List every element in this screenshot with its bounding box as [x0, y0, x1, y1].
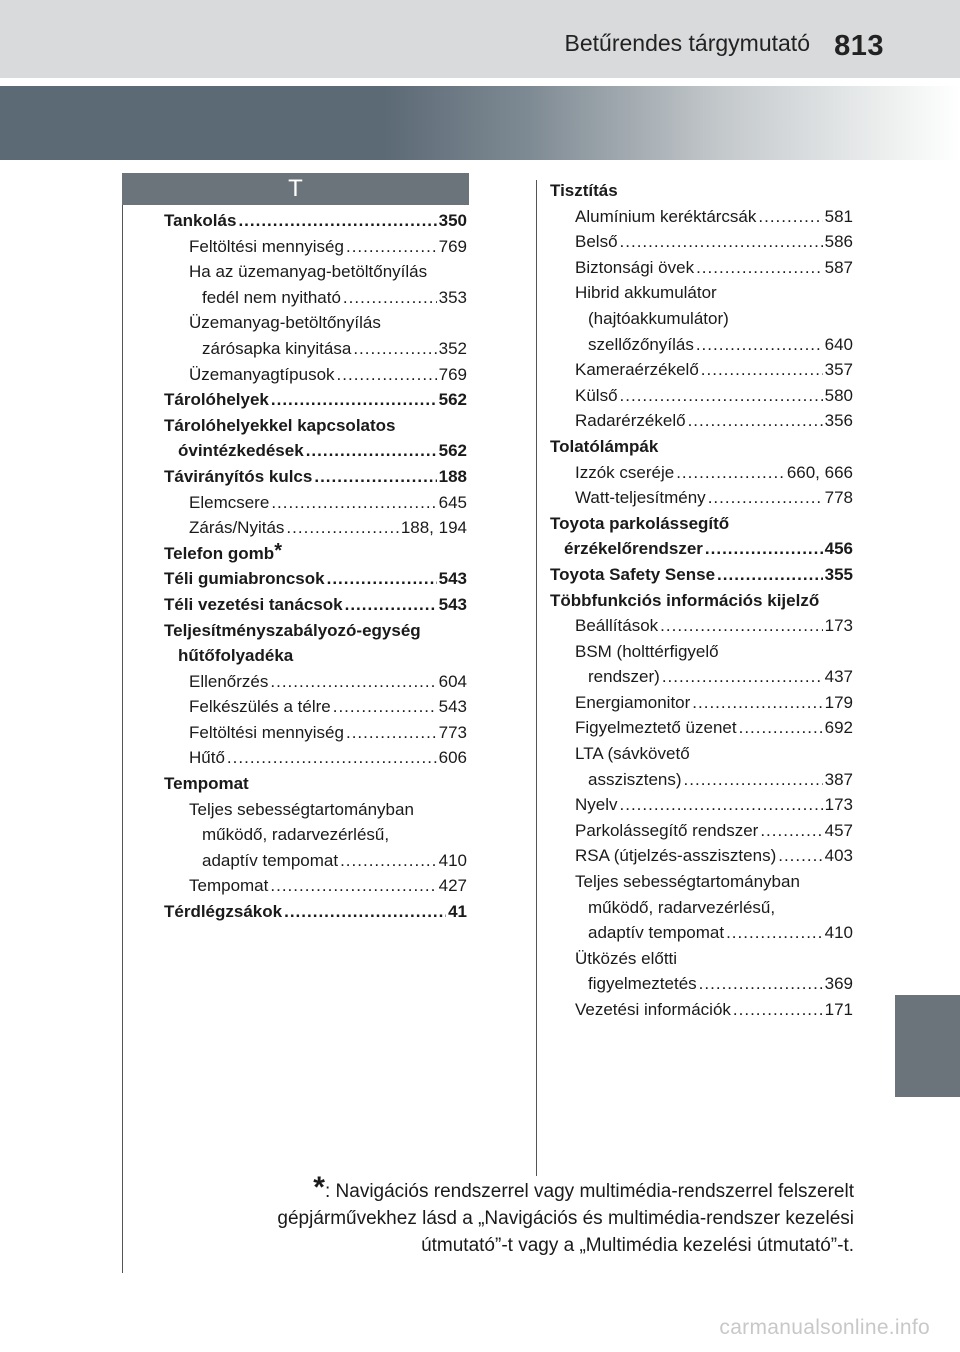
index-entry: [164, 490, 467, 516]
dot-leader: [705, 536, 823, 562]
entry-label: Toyota parkolássegítő: [550, 513, 730, 533]
entry-page: 562: [438, 390, 467, 410]
index-entry: [550, 690, 853, 716]
index-entry: [550, 280, 853, 306]
dot-leader: [778, 843, 822, 869]
entry-page: 778: [824, 488, 853, 508]
entry-page: 427: [438, 876, 467, 896]
index-entry: [164, 643, 467, 669]
entry-label: Nyelv: [575, 795, 618, 815]
dot-leader: [353, 336, 436, 362]
dot-leader: [346, 720, 437, 746]
entry-label: hűtőfolyadéka: [178, 646, 294, 666]
dot-leader: [270, 669, 436, 695]
entry-page: 171: [824, 1000, 853, 1019]
index-entry: [164, 285, 467, 311]
entry-label: Kameraérzékelő: [575, 360, 699, 380]
dot-leader: [699, 971, 823, 997]
entry-label: Teljesítményszabályozó-egység: [164, 620, 421, 640]
dot-leader: [333, 694, 437, 720]
entry-label: Radarérzékelő: [575, 411, 686, 431]
index-entry: [164, 387, 467, 413]
entry-page: 410: [824, 923, 853, 943]
dot-leader: [739, 715, 823, 741]
index-entry: [550, 818, 853, 844]
index-entry: [550, 639, 853, 665]
index-entry: Telefon gomb *: [164, 541, 467, 567]
index-entry: [164, 771, 467, 797]
dot-leader: [271, 387, 437, 413]
index-entry: [164, 336, 467, 362]
entry-label: működő, radarvezérlésű,: [588, 897, 776, 917]
entry-label: Izzók cseréje: [575, 462, 675, 482]
entry-page: 41: [448, 902, 467, 922]
index-entry: [164, 720, 467, 746]
index-entry: [164, 515, 467, 541]
index-entry: [164, 592, 467, 618]
entry-page: 387: [824, 769, 853, 789]
index-entry: [550, 511, 853, 537]
entry-page: 645: [438, 492, 467, 512]
index-entry: [164, 234, 467, 260]
entry-page: 543: [438, 697, 467, 717]
watermark: carmanualsonline.info: [719, 1316, 930, 1339]
dot-leader: [660, 613, 822, 639]
index-entry: [164, 745, 467, 771]
entry-label: LTA (sávkövető: [575, 744, 690, 764]
entry-label: Vezetési információk: [575, 1000, 731, 1019]
entry-page: 356: [824, 411, 853, 431]
dot-leader: [684, 767, 823, 793]
entry-page: 692: [824, 718, 853, 738]
entry-label: Ellenőrzés: [189, 671, 269, 691]
header-bar: [0, 0, 960, 78]
index-entry: [164, 362, 467, 388]
dot-leader: [314, 464, 436, 490]
entry-label: Tisztítás: [550, 181, 618, 200]
dot-leader: [327, 566, 437, 592]
entry-label: zárósapka kinyitása: [202, 338, 352, 358]
entry-label: Telefon gomb: [164, 543, 275, 563]
entry-page: 769: [438, 364, 467, 384]
page-number: 813: [834, 30, 884, 62]
entry-label: Tárolóhelyek: [164, 390, 269, 410]
dot-leader: [306, 438, 437, 464]
dot-leader: [726, 920, 823, 946]
index-entry: [550, 895, 853, 921]
index-column-right: [550, 178, 853, 1023]
entry-label: Üzemanyag-betöltőnyílás: [189, 313, 381, 333]
entry-page: 773: [438, 722, 467, 742]
column-divider: [536, 180, 537, 1176]
dot-leader: [620, 792, 823, 818]
dot-leader: [760, 818, 822, 844]
chapter-thumb-tab: [895, 995, 960, 1097]
entry-label: figyelmeztetés: [588, 974, 697, 994]
index-entry: [550, 536, 853, 562]
entry-page: 173: [824, 616, 853, 636]
section-title: Betűrendes tárgymutató: [564, 30, 810, 56]
dot-leader: [688, 408, 823, 434]
entry-page: 660, 666: [786, 462, 853, 482]
entry-label: Teljes sebességtartományban: [575, 872, 800, 892]
index-entry: [164, 848, 467, 874]
index-entry: [550, 178, 853, 204]
entry-page: 562: [438, 441, 467, 461]
index-entry: [550, 946, 853, 972]
dot-leader: [227, 745, 437, 771]
entry-label: adaptív tempomat: [202, 850, 339, 870]
dot-leader: [271, 490, 436, 516]
entry-label: működő, radarvezérlésű,: [202, 825, 390, 845]
index-entry: [550, 613, 853, 639]
entry-label: Alumínium keréktárcsák: [575, 206, 757, 226]
entry-label: Tárolóhelyekkel kapcsolatos: [164, 415, 396, 435]
entry-label: Teljes sebességtartományban: [189, 799, 414, 819]
index-entry: [550, 383, 853, 409]
index-entry: [550, 843, 853, 869]
dot-leader: [286, 515, 398, 541]
index-entry: [550, 485, 853, 511]
entry-label: fedél nem nyitható: [202, 287, 341, 307]
index-entry: [550, 664, 853, 690]
entry-label: Parkolássegítő rendszer: [575, 820, 759, 840]
entry-page: 352: [438, 338, 467, 358]
entry-label: érzékelőrendszer: [564, 539, 703, 559]
index-entry: [164, 797, 467, 823]
entry-label: Ha az üzemanyag-betöltőnyílás: [189, 262, 428, 282]
entry-label: szellőzőnyílás: [588, 334, 694, 354]
dot-leader: [337, 362, 437, 388]
index-entry: [550, 408, 853, 434]
entry-page: 604: [438, 671, 467, 691]
index-entry: [550, 229, 853, 255]
footnote-line-1: *: Navigációs rendszerrel vagy multimédia-rendszerrel felszerelt: [313, 1171, 854, 1204]
index-entry: [550, 869, 853, 895]
entry-label: Távirányítós kulcs: [164, 466, 313, 486]
index-entry: [164, 669, 467, 695]
dot-leader: [340, 848, 437, 874]
index-entry: [550, 588, 853, 614]
index-entry: [550, 357, 853, 383]
entry-page: 640: [824, 334, 853, 354]
entry-label: Ütközés előtti: [575, 948, 678, 968]
index-entry: [164, 208, 467, 234]
index-entry: [164, 310, 467, 336]
entry-label: (hajtóakkumulátor): [588, 308, 729, 328]
entry-page: 403: [824, 846, 853, 866]
entry-label: Felkészülés a télre: [189, 697, 331, 717]
entry-page: 437: [824, 667, 853, 687]
entry-page: 587: [824, 257, 853, 277]
entry-label: Beállítások: [575, 616, 659, 636]
index-entry: [164, 618, 467, 644]
entry-label: Toyota Safety Sense: [550, 564, 716, 584]
entry-page: 188: [438, 466, 467, 486]
entry-label: BSM (holttérfigyelő: [575, 641, 719, 661]
index-entry: [550, 460, 853, 486]
entry-label: Biztonsági övek: [575, 257, 695, 277]
entry-label: Téli gumiabroncsok: [164, 569, 325, 589]
dot-leader: [620, 383, 823, 409]
index-entry: [550, 204, 853, 230]
index-entry: [550, 920, 853, 946]
entry-label: adaptív tempomat: [588, 923, 725, 943]
entry-page: 543: [438, 569, 467, 589]
index-entry: [550, 332, 853, 358]
index-entry: [550, 997, 853, 1023]
entry-page: 586: [824, 232, 853, 252]
entry-label: Többfunkciós információs kijelző: [550, 590, 820, 610]
index-entry: [164, 566, 467, 592]
index-letter-tab: T: [122, 173, 469, 205]
entry-label: Külső: [575, 385, 618, 405]
footnote: [190, 1171, 854, 1259]
dot-leader: [758, 204, 822, 230]
index-column-left: [164, 208, 467, 925]
entry-page: 410: [438, 850, 467, 870]
index-entry: [164, 694, 467, 720]
dot-leader: [284, 899, 446, 925]
index-entry: [550, 715, 853, 741]
entry-page: 769: [438, 236, 467, 256]
entry-page: 173: [824, 795, 853, 815]
dot-leader: [701, 357, 823, 383]
entry-label: Tempomat: [164, 774, 249, 794]
entry-label: Hűtő: [189, 748, 225, 768]
entry-page: 606: [438, 748, 467, 768]
dot-leader: [620, 229, 823, 255]
index-entry: [164, 822, 467, 848]
entry-label: RSA (útjelzés-asszisztens): [575, 846, 777, 866]
left-divider: [122, 205, 123, 1273]
dot-leader: [238, 208, 436, 234]
dot-leader: [696, 332, 823, 358]
footnote-line-2: gépjárművekhez lásd a „Navigációs és multimédia-rendszer kezelési: [277, 1208, 854, 1229]
index-entry: [550, 434, 853, 460]
index-entry: [164, 899, 467, 925]
entry-label: Figyelmeztető üzenet: [575, 718, 737, 738]
entry-label: Térdlégzsákok: [164, 902, 283, 922]
entry-page: 179: [824, 692, 853, 712]
entry-label: Zárás/Nyitás: [189, 518, 285, 538]
entry-page: 456: [824, 539, 853, 559]
index-entry: [550, 255, 853, 281]
index-entry: [164, 413, 467, 439]
footnote-line-3: útmutató”-t vagy a „Multimédia kezelési útmutató”-t.: [421, 1235, 854, 1256]
entry-label: Tankolás: [164, 211, 237, 230]
dot-leader: [346, 234, 437, 260]
entry-label: asszisztens): [588, 769, 682, 789]
entry-label: Hibrid akkumulátor: [575, 283, 717, 303]
entry-label: Watt-teljesítmény: [575, 488, 706, 508]
entry-page: 543: [438, 594, 467, 614]
index-entry: [164, 464, 467, 490]
dot-leader: [270, 873, 436, 899]
entry-page: 369: [824, 974, 853, 994]
index-entry: [550, 306, 853, 332]
index-entry: [550, 792, 853, 818]
dot-leader: [733, 997, 823, 1023]
entry-page: 580: [824, 385, 853, 405]
entry-page: 457: [824, 820, 853, 840]
index-entry: [164, 438, 467, 464]
entry-page: 355: [824, 564, 853, 584]
entry-page: 357: [824, 360, 853, 380]
index-entry: [550, 971, 853, 997]
index-entry: [164, 873, 467, 899]
entry-label: Energiamonitor: [575, 692, 691, 712]
entry-label: Feltöltési mennyiség: [189, 236, 344, 256]
entry-label: Téli vezetési tanácsok: [164, 594, 343, 614]
dot-leader: [717, 562, 823, 588]
dot-leader: [662, 664, 823, 690]
entry-label: óvintézkedések: [178, 441, 304, 461]
entry-label: Tolatólámpák: [550, 436, 659, 456]
entry-page: 353: [438, 287, 467, 307]
entry-page: 350: [438, 211, 467, 230]
entry-label: Üzemanyagtípusok: [189, 364, 335, 384]
decorative-band: [0, 86, 960, 160]
dot-leader: [343, 285, 437, 311]
index-entry: [550, 767, 853, 793]
dot-leader: [676, 460, 785, 486]
entry-label: Tempomat: [189, 876, 269, 896]
dot-leader: [345, 592, 437, 618]
entry-page: 581: [824, 206, 853, 226]
dot-leader: [696, 255, 823, 281]
entry-label: Belső: [575, 232, 618, 252]
dot-leader: [692, 690, 822, 716]
index-entry: [550, 562, 853, 588]
entry-label: Feltöltési mennyiség: [189, 722, 344, 742]
footnote-marker: *: [313, 1171, 325, 1204]
entry-label: rendszer): [588, 667, 660, 687]
index-entry: [164, 259, 467, 285]
entry-page: 188, 194: [400, 518, 467, 538]
dot-leader: [708, 485, 823, 511]
entry-label: Elemcsere: [189, 492, 270, 512]
index-entry: [550, 741, 853, 767]
